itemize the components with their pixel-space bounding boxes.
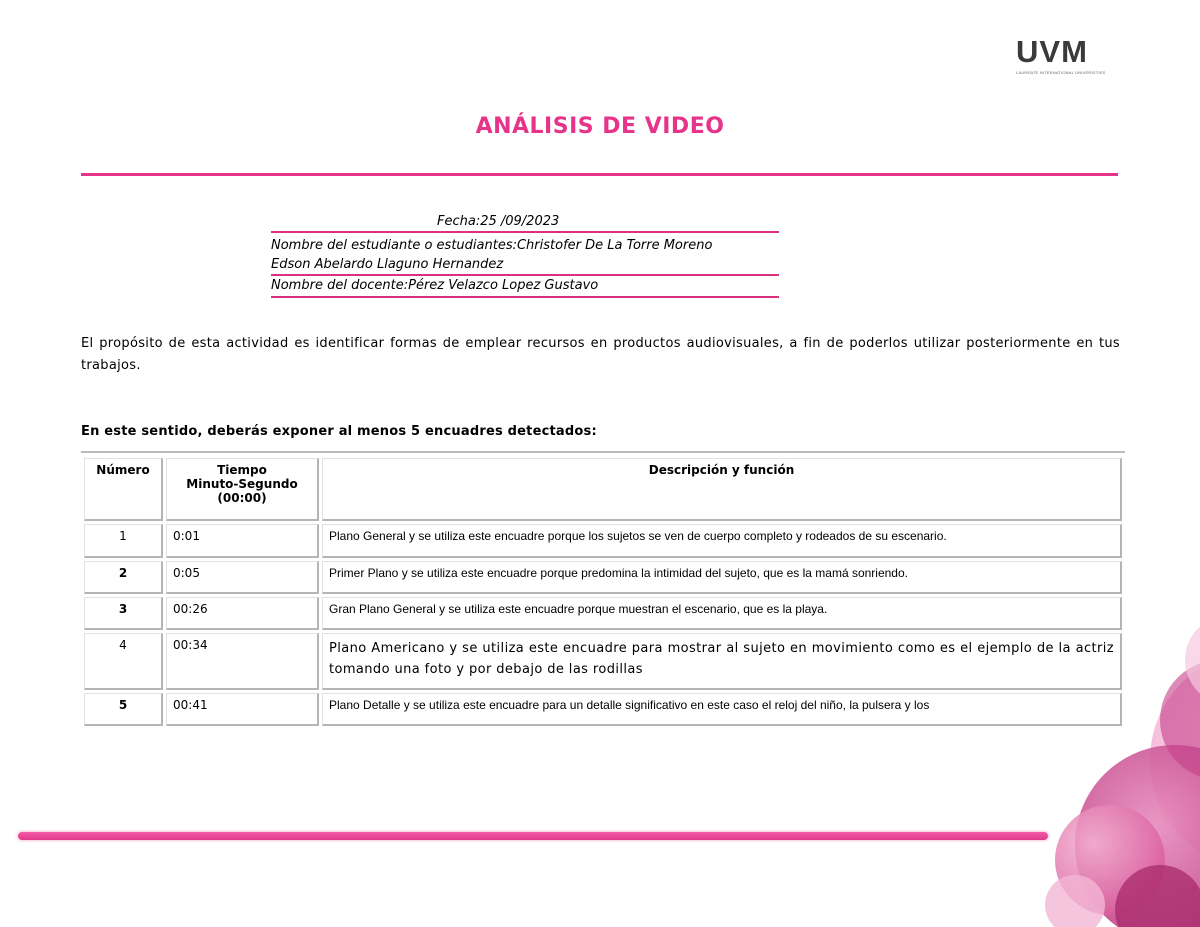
row-time: 00:41 [166, 693, 319, 726]
instructions-heading: En este sentido, deberás exponer al menos 5 encuadres detectados: [81, 424, 597, 439]
page-title: ANÁLISIS DE VIDEO [475, 114, 725, 139]
header-number: Número [84, 458, 163, 521]
header-time-line-1: Tiempo [217, 463, 267, 477]
row-number: 2 [84, 561, 163, 594]
header-description: Descripción y función [322, 458, 1122, 521]
row-number: 3 [84, 597, 163, 630]
header-time-line-3: (00:00) [217, 491, 267, 505]
logo-text: UVM [1016, 34, 1088, 69]
row-description: Plano General y se utiliza este encuadre porque los sujetos se ven de cuerpo completo y rodeados de su escenario. [322, 524, 1122, 558]
row-time: 0:05 [166, 561, 319, 594]
row-description: Primer Plano y se utiliza este encuadre porque predomina la intimidad del sujeto, que es la mamá sonriendo. [322, 561, 1122, 594]
date-field: Fecha:25 /09/2023 [271, 214, 779, 233]
row-number: 5 [84, 693, 163, 726]
row-description: Plano Americano y se utiliza este encuadre para mostrar al sujeto en movimiento como es el ejemplo de la actriz tomando una foto y por debajo de las rodillas [322, 633, 1122, 690]
row-time: 00:34 [166, 633, 319, 690]
teacher-field: Nombre del docente:Pérez Velazco Lopez Gustavo [271, 278, 779, 298]
row-time: 00:26 [166, 597, 319, 630]
row-number: 4 [84, 633, 163, 690]
row-description: Plano Detalle y se utiliza este encuadre para un detalle significativo en este caso el reloj del niño, la pulsera y los [322, 693, 1122, 726]
row-number: 1 [84, 524, 163, 558]
row-time: 0:01 [166, 524, 319, 558]
students-line-1: Nombre del estudiante o estudiantes:Christofer De La Torre Moreno [271, 238, 713, 253]
logo-subtitle: LAUREATE INTERNATIONAL UNIVERSITIES [1016, 70, 1106, 75]
students-line-2: Edson Abelardo Llaguno Hernandez [271, 257, 504, 272]
row-description: Gran Plano General y se utiliza este encuadre porque muestran el escenario, que es la playa. [322, 597, 1122, 630]
purpose-paragraph: El propósito de esta actividad es identificar formas de emplear recursos en productos audiovisuales, a fin de poderlos utilizar posteriormente en tus trabajos. [81, 336, 1120, 373]
header-time-line-2: Minuto-Segundo [186, 477, 298, 491]
